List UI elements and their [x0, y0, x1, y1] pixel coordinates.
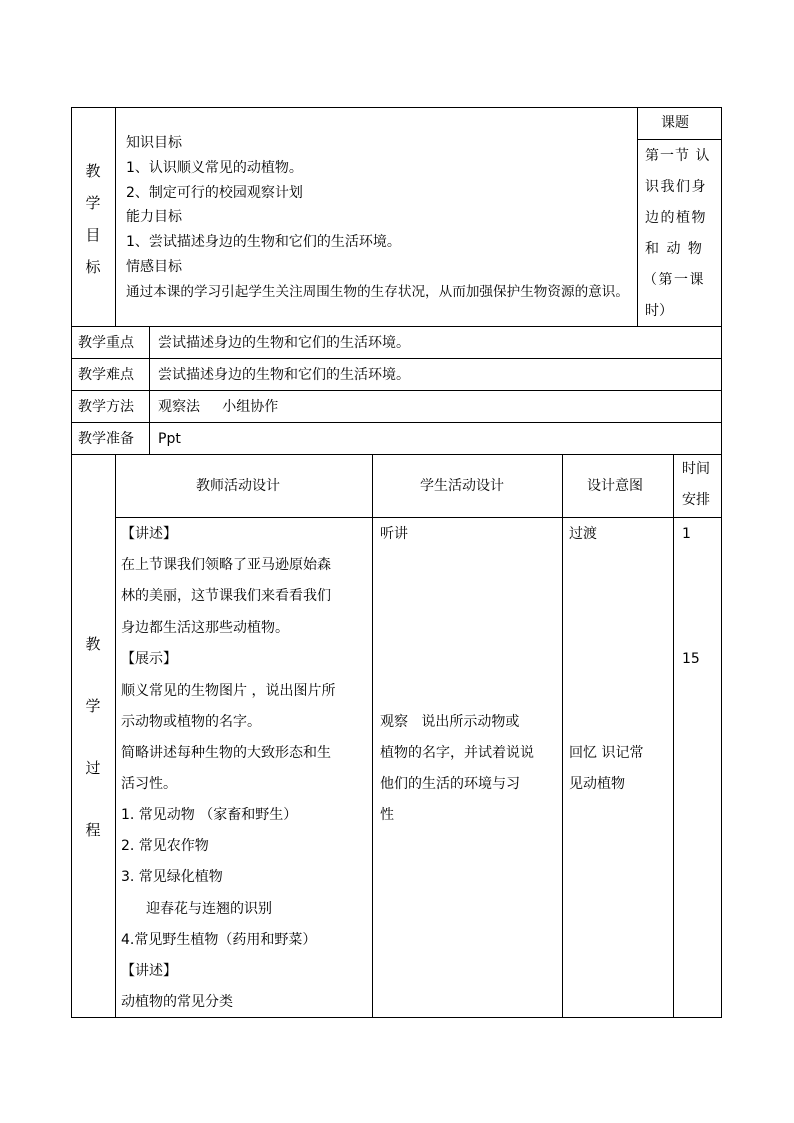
process-header-divider [115, 517, 722, 518]
table-border-bottom [71, 1017, 722, 1018]
topic-header-divider [637, 139, 722, 140]
student-line: 他们的生活的环境与习 [380, 776, 520, 792]
goal-line: 1、认识顺义常见的动植物。 [126, 160, 303, 176]
goals-side-char: 标 [85, 258, 101, 276]
header-student-activity: 学生活动设计 [420, 478, 504, 494]
student-line: 观察 说出所示动物或 [380, 714, 520, 730]
process-divider-intent [562, 454, 563, 1017]
row-divider-3 [71, 390, 722, 391]
header-teacher-activity: 教师活动设计 [196, 478, 280, 494]
goals-side-char: 教 [85, 162, 101, 180]
header-time-line1: 时间 [682, 461, 710, 477]
method-value: 观察法 小组协作 [158, 399, 279, 415]
difficulty-value: 尝试描述身边的生物和它们的生活环境。 [158, 367, 410, 383]
goals-side-char: 目 [85, 226, 101, 244]
teacher-line: 活习性。 [121, 776, 177, 792]
topic-line: 第一节 认 [645, 148, 711, 164]
teacher-line: 顺义常见的生物图片 ，说出图片所 [121, 683, 336, 699]
goal-line: 知识目标 [126, 135, 182, 151]
goals-divider-left [115, 107, 116, 326]
teacher-line: 1. 常见动物 （家畜和野生） [121, 807, 298, 823]
topic-line: 时） [645, 303, 673, 319]
row-divider-1 [71, 326, 722, 327]
student-line: 植物的名字，并试着说说 [380, 745, 534, 761]
topic-line: 和 动 物 [645, 241, 704, 257]
table-border-left [71, 107, 72, 1018]
header-time-line2: 安排 [682, 492, 710, 508]
teacher-line: 动植物的常见分类 [121, 994, 233, 1010]
goal-line: 情感目标 [126, 259, 182, 275]
intent-transition: 过渡 [569, 526, 597, 542]
teacher-line: 【展示】 [121, 651, 177, 667]
process-divider-time [673, 454, 674, 1017]
row-divider-2 [71, 358, 722, 359]
focus-label: 教学重点 [78, 335, 134, 351]
prep-value: Ppt [158, 431, 181, 447]
prep-label: 教学准备 [78, 431, 134, 447]
row-divider-4 [71, 422, 722, 423]
goal-line: 通过本课的学习引起学生关注周围生物的生存状况，从而加强保护生物资源的意识。 [126, 284, 629, 300]
time-value: 1 [682, 526, 691, 542]
method-label: 教学方法 [78, 399, 134, 415]
teacher-line: 林的美丽，这节课我们来看看我们 [121, 588, 331, 604]
teacher-line: 4.常见野生植物（药用和野菜） [121, 932, 317, 948]
teacher-line: 【讲述】 [121, 963, 177, 979]
focus-value: 尝试描述身边的生物和它们的生活环境。 [158, 335, 410, 351]
difficulty-label: 教学难点 [78, 367, 134, 383]
process-side-char: 教 [85, 635, 101, 653]
teacher-line: 简略讲述每种生物的大致形态和生 [121, 745, 331, 761]
goal-line: 2、制定可行的校园观察计划 [126, 185, 303, 201]
header-design-intent: 设计意图 [587, 478, 643, 494]
student-listen: 听讲 [380, 526, 408, 542]
table-border-top [71, 107, 722, 108]
table-border-right [721, 107, 722, 1018]
teacher-line: 身边都生活这那些动植物。 [121, 620, 289, 636]
process-side-char: 学 [85, 697, 101, 715]
intent-line: 回忆 识记常 [569, 745, 644, 761]
process-divider-left [115, 454, 116, 1017]
topic-line: 识我们身 [645, 179, 707, 195]
goal-line: 能力目标 [126, 209, 182, 225]
process-side-char: 过 [85, 759, 101, 777]
teacher-line: 迎春花与连翘的识别 [146, 901, 272, 917]
student-line: 性 [380, 807, 394, 823]
teacher-line: 2. 常见农作物 [121, 838, 209, 854]
process-side-char: 程 [85, 821, 101, 839]
topic-line: 边的植物 [645, 210, 707, 226]
teacher-line: 示动物或植物的名字。 [121, 714, 261, 730]
process-divider-student [372, 454, 373, 1017]
row-divider-5 [71, 454, 722, 455]
topic-line: （第一课 [643, 272, 705, 288]
intent-line: 见动植物 [569, 776, 625, 792]
label-column-divider [149, 326, 150, 454]
goals-side-char: 学 [85, 194, 101, 212]
goal-line: 1、尝试描述身边的生物和它们的生活环境。 [126, 234, 401, 250]
teacher-line: 【讲述】 [121, 526, 177, 542]
teacher-line: 3. 常见绿化植物 [121, 869, 223, 885]
teacher-line: 在上节课我们领略了亚马逊原始森 [121, 557, 331, 573]
topic-header: 课题 [661, 115, 689, 131]
time-value: 15 [682, 651, 700, 667]
